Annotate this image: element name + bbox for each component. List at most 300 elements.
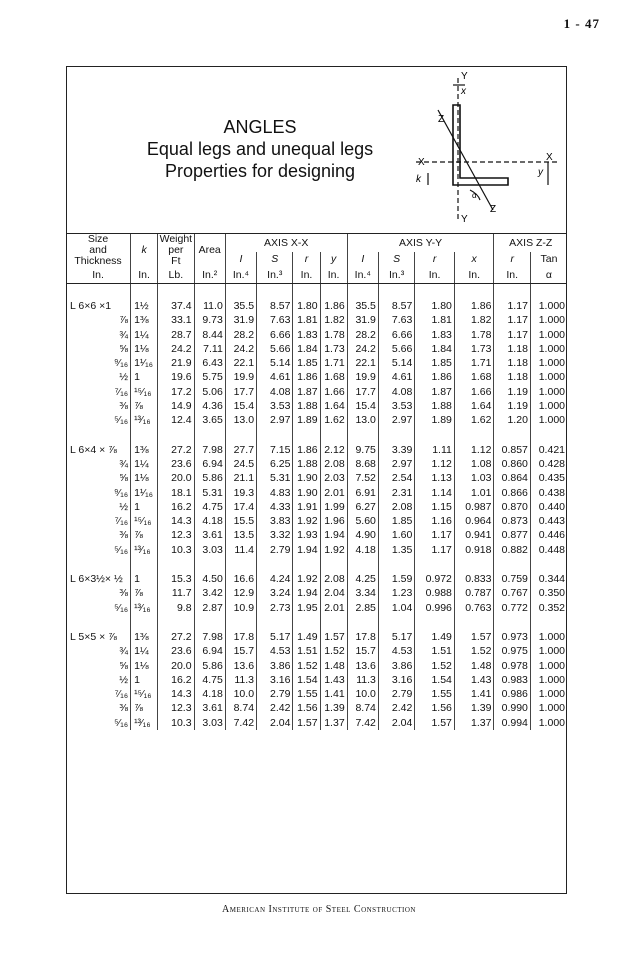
table-cell: 1.92 — [293, 572, 320, 586]
table-cell: 4.08 — [378, 385, 414, 399]
table-cell: 1.000 — [530, 659, 567, 673]
unit-alpha: α — [530, 267, 567, 284]
table-cell: 1.52 — [415, 659, 455, 673]
table-cell: 1.000 — [530, 356, 567, 370]
table-row — [66, 385, 567, 399]
table-cell: 14.3 — [158, 514, 194, 528]
table-cell: 0.975 — [494, 644, 530, 658]
table-cell: 5.31 — [257, 471, 293, 485]
table-cell: 0.873 — [494, 514, 530, 528]
table-cell: 1.96 — [320, 514, 347, 528]
table-row — [66, 299, 567, 313]
table-cell: 1 — [131, 572, 158, 586]
table-cell: 0.941 — [454, 528, 494, 542]
table-cell: 0.772 — [494, 601, 530, 615]
table-cell: 33.1 — [158, 313, 194, 327]
table-cell: ½ — [119, 371, 129, 384]
table-cell: 3.24 — [257, 586, 293, 600]
table-cell: 1.52 — [320, 644, 347, 658]
table-cell: ⅜ — [119, 587, 129, 600]
table-cell: ¹³⁄₁₆ — [131, 601, 158, 615]
table-cell: 0.344 — [530, 572, 567, 586]
table-cell: 0.870 — [494, 500, 530, 514]
table-cell: 1.94 — [320, 528, 347, 542]
table-cell: 5.66 — [378, 342, 414, 356]
table-cell: 1.18 — [494, 356, 530, 370]
table-cell: ⁷⁄₁₆ — [114, 385, 129, 398]
table-cell: 0.986 — [494, 687, 530, 701]
table-cell: 12.9 — [225, 586, 256, 600]
table-cell: 1.90 — [293, 486, 320, 500]
table-cell: 5.31 — [194, 486, 225, 500]
table-cell: L 6×3½× ½ — [70, 573, 123, 586]
table-cell: 5.14 — [257, 356, 293, 370]
table-cell: 1¹⁄₁₆ — [131, 356, 158, 370]
table-cell: ⅞ — [131, 701, 158, 715]
table-cell: ¾ — [119, 645, 129, 658]
table-cell: ½ — [119, 500, 129, 513]
table-cell: 11.0 — [194, 299, 225, 313]
table-cell: 2.73 — [257, 601, 293, 615]
header-I: I — [225, 252, 256, 267]
table-cell: 1.54 — [415, 673, 455, 687]
table-cell: 0.421 — [530, 443, 567, 457]
table-cell: 14.3 — [158, 687, 194, 701]
table-cell: 1.35 — [378, 543, 414, 557]
table-cell: 1.000 — [530, 399, 567, 413]
table-cell: 17.8 — [225, 630, 256, 644]
table-cell: 1⅛ — [131, 342, 158, 356]
table-cell: 4.53 — [257, 644, 293, 658]
table-cell: 1.000 — [530, 716, 567, 730]
table-cell: 4.18 — [194, 687, 225, 701]
table-cell: 1.92 — [293, 514, 320, 528]
table-cell: 1.000 — [530, 673, 567, 687]
table-cell: 23.6 — [158, 457, 194, 471]
table-cell: 1.37 — [320, 716, 347, 730]
table-row — [66, 328, 567, 342]
table-cell: 1.52 — [454, 644, 494, 658]
table-cell: 1.83 — [293, 328, 320, 342]
page-title — [140, 116, 380, 182]
unit-r-yy: In. — [415, 267, 455, 284]
table-cell: 2.42 — [257, 701, 293, 715]
table-cell: 1.94 — [293, 543, 320, 557]
header-I-yy: I — [347, 252, 378, 267]
table-cell: ⅞ — [131, 399, 158, 413]
table-cell: 0.987 — [454, 500, 494, 514]
table-cell: 17.7 — [225, 385, 256, 399]
group-spacer — [66, 428, 567, 443]
table-cell: 0.759 — [494, 572, 530, 586]
table-cell: 1.66 — [320, 385, 347, 399]
table-cell: 0.978 — [494, 659, 530, 673]
title-line-3: Properties for designing — [164, 161, 356, 181]
table-cell: 4.33 — [257, 500, 293, 514]
table-cell: 1.85 — [293, 356, 320, 370]
table-cell: 1.19 — [494, 399, 530, 413]
table-cell: 2.08 — [320, 572, 347, 586]
table-cell: 3.53 — [378, 399, 414, 413]
table-cell: 1.92 — [320, 543, 347, 557]
table-cell: ⅞ — [131, 586, 158, 600]
table-cell: 3.32 — [257, 528, 293, 542]
table-cell: 1.43 — [320, 673, 347, 687]
table-cell: 7.98 — [194, 630, 225, 644]
unit-area: In.² — [194, 267, 225, 284]
table-cell: 5.86 — [194, 659, 225, 673]
table-cell: 2.79 — [257, 687, 293, 701]
table-row — [66, 471, 567, 485]
header-x: x — [454, 252, 494, 267]
unit-S: In.³ — [257, 267, 293, 284]
table-cell: ¹⁵⁄₁₆ — [131, 687, 158, 701]
table-body — [66, 284, 567, 731]
table-cell: 1.43 — [454, 673, 494, 687]
table-cell: 1.94 — [293, 586, 320, 600]
table-row — [66, 586, 567, 600]
header-S: S — [257, 252, 293, 267]
table-cell: 1.57 — [320, 630, 347, 644]
table-cell: 8.68 — [347, 457, 378, 471]
table-cell: 6.94 — [194, 644, 225, 658]
table-cell: ⁷⁄₁₆ — [114, 688, 129, 701]
table-cell: 1.17 — [494, 328, 530, 342]
table-cell: 11.3 — [225, 673, 256, 687]
table-row — [66, 457, 567, 471]
table-cell: 7.15 — [257, 443, 293, 457]
fig-label-x-right: X — [546, 152, 553, 163]
table-cell: 0.990 — [494, 701, 530, 715]
table-cell: 1.000 — [530, 413, 567, 427]
table-cell: 1.84 — [293, 342, 320, 356]
table-cell: 16.6 — [225, 572, 256, 586]
table-cell: 1.08 — [454, 457, 494, 471]
table-cell: 17.4 — [225, 500, 256, 514]
table-cell: 1 — [131, 370, 158, 384]
table-cell: ⁹⁄₁₆ — [114, 357, 129, 370]
table-cell: 0.833 — [454, 572, 494, 586]
unit-r: In. — [293, 267, 320, 284]
table-cell: 1.73 — [454, 342, 494, 356]
title-line-2: Equal legs and unequal legs — [146, 139, 374, 159]
fig-label-y-top: Y — [461, 71, 468, 82]
table-cell: 6.91 — [347, 486, 378, 500]
table-cell: ⅝ — [119, 659, 129, 672]
header-r-yy: r — [415, 252, 455, 267]
table-cell: 4.90 — [347, 528, 378, 542]
table-cell: 1⅜ — [131, 313, 158, 327]
table-cell: ⁷⁄₁₆ — [114, 515, 129, 528]
table-cell: 16.2 — [158, 673, 194, 687]
table-cell: 3.86 — [257, 659, 293, 673]
table-cell: 15.4 — [225, 399, 256, 413]
table-cell: 21.1 — [225, 471, 256, 485]
table-cell: 19.3 — [225, 486, 256, 500]
table-cell: 1.86 — [454, 299, 494, 313]
table-cell: 4.25 — [347, 572, 378, 586]
table-cell: 6.43 — [194, 356, 225, 370]
table-cell: L 6×4 × ⅞ — [70, 443, 117, 456]
table-cell: ¾ — [119, 457, 129, 470]
table-cell: 1.37 — [454, 716, 494, 730]
table-row — [66, 399, 567, 413]
header-S-yy: S — [378, 252, 414, 267]
table-cell: ⁵⁄₁₆ — [114, 716, 129, 729]
table-cell: 2.04 — [320, 586, 347, 600]
table-cell: 24.5 — [225, 457, 256, 471]
table-cell: 0.438 — [530, 486, 567, 500]
table-cell: 1.12 — [454, 443, 494, 457]
table-cell: 12.4 — [158, 413, 194, 427]
table-cell: 3.65 — [194, 413, 225, 427]
header-r: r — [293, 252, 320, 267]
table-cell: 5.66 — [257, 342, 293, 356]
table-cell: 1.16 — [415, 514, 455, 528]
table-cell: 1.18 — [494, 370, 530, 384]
table-cell: 1.13 — [415, 471, 455, 485]
table-cell: 5.17 — [257, 630, 293, 644]
table-cell: 17.2 — [158, 385, 194, 399]
table-row — [66, 413, 567, 427]
table-cell: 1⅜ — [131, 630, 158, 644]
table-cell: 0.767 — [494, 586, 530, 600]
table-cell: 1.62 — [454, 413, 494, 427]
header-r-zz: r — [494, 252, 530, 267]
table-cell: 2.42 — [378, 701, 414, 715]
table-cell: 1.80 — [415, 299, 455, 313]
table-cell: 1.51 — [293, 644, 320, 658]
table-cell: 15.5 — [225, 514, 256, 528]
table-cell: 7.11 — [194, 342, 225, 356]
table-cell: ⁵⁄₁₆ — [114, 414, 129, 427]
table-cell: 1.56 — [293, 701, 320, 715]
table-cell: 1¹⁄₁₆ — [131, 486, 158, 500]
table-cell: 1⅜ — [131, 443, 158, 457]
page-number: 1 - 47 — [563, 16, 600, 31]
table-cell: 0.882 — [494, 543, 530, 557]
table-cell: 4.36 — [194, 399, 225, 413]
header-area: Area — [194, 234, 225, 268]
table-cell: 1.57 — [415, 716, 455, 730]
table-cell: 13.6 — [225, 659, 256, 673]
table-cell: 5.75 — [194, 370, 225, 384]
table-cell: 31.9 — [347, 313, 378, 327]
table-row — [66, 370, 567, 384]
table-cell: 24.2 — [347, 342, 378, 356]
table-cell: 0.428 — [530, 457, 567, 471]
header-axis-yy: AXIS Y-Y — [347, 234, 494, 253]
table-cell: 1.87 — [415, 385, 455, 399]
table-cell: ⁹⁄₁₆ — [114, 486, 129, 499]
fig-label-alpha: α — [472, 191, 477, 200]
table-cell: 1.56 — [415, 701, 455, 715]
table-cell: ¹⁵⁄₁₆ — [131, 514, 158, 528]
table-cell: 0.988 — [415, 586, 455, 600]
table-cell: 10.3 — [158, 716, 194, 730]
header-k: k — [131, 234, 158, 268]
table-cell: 6.27 — [347, 500, 378, 514]
table-cell: 1⅛ — [131, 471, 158, 485]
table-cell: 0.857 — [494, 443, 530, 457]
table-cell: 9.73 — [194, 313, 225, 327]
table-cell: 5.06 — [194, 385, 225, 399]
fig-label-z-bottom: Z — [490, 204, 497, 215]
table-cell: 1.15 — [415, 500, 455, 514]
table-cell: 1 — [131, 673, 158, 687]
table-cell: 1.000 — [530, 299, 567, 313]
table-row — [66, 687, 567, 701]
unit-S-yy: In.³ — [378, 267, 414, 284]
table-cell: 6.94 — [194, 457, 225, 471]
table-cell: 1.000 — [530, 630, 567, 644]
table-cell: 1.86 — [415, 370, 455, 384]
table-cell: 1.55 — [415, 687, 455, 701]
table-cell: ¹³⁄₁₆ — [131, 543, 158, 557]
table-cell: 24.2 — [158, 342, 194, 356]
table-cell: 10.0 — [347, 687, 378, 701]
table-cell: 13.0 — [225, 413, 256, 427]
table-cell: 10.3 — [158, 543, 194, 557]
table-cell: 4.08 — [257, 385, 293, 399]
table-cell: 1.81 — [293, 313, 320, 327]
table-cell: 2.01 — [320, 486, 347, 500]
table-cell: 5.60 — [347, 514, 378, 528]
table-cell: 2.87 — [194, 601, 225, 615]
table-cell: 3.03 — [194, 716, 225, 730]
fig-label-x-small: x — [461, 86, 466, 97]
table-row — [66, 528, 567, 542]
table-cell: 0.787 — [454, 586, 494, 600]
table-cell: 1½ — [131, 299, 158, 313]
table-row — [66, 701, 567, 715]
table-cell: 5.86 — [194, 471, 225, 485]
table-cell: 0.964 — [454, 514, 494, 528]
table-cell: 4.24 — [257, 572, 293, 586]
table-cell: 6.25 — [257, 457, 293, 471]
table-cell: 1.000 — [530, 313, 567, 327]
table-cell: 1.39 — [454, 701, 494, 715]
table-cell: 22.1 — [225, 356, 256, 370]
table-cell: 6.66 — [257, 328, 293, 342]
table-cell: 7.52 — [347, 471, 378, 485]
table-cell: 1.18 — [494, 342, 530, 356]
table-cell: 31.9 — [225, 313, 256, 327]
table-cell: 1.14 — [415, 486, 455, 500]
table-cell: 1.54 — [293, 673, 320, 687]
table-cell: 28.2 — [347, 328, 378, 342]
table-cell: 10.9 — [225, 601, 256, 615]
table-cell: 1.19 — [494, 385, 530, 399]
table-cell: 19.9 — [225, 370, 256, 384]
table-cell: 0.443 — [530, 514, 567, 528]
table-cell: ⁵⁄₁₆ — [114, 601, 129, 614]
table-cell: 2.08 — [378, 500, 414, 514]
table-row — [66, 443, 567, 457]
table-cell: 1.59 — [378, 572, 414, 586]
table-cell: 8.74 — [225, 701, 256, 715]
table-cell: 0.448 — [530, 543, 567, 557]
table-cell: 7.98 — [194, 443, 225, 457]
table-cell: 27.2 — [158, 443, 194, 457]
table-cell: 1.68 — [454, 370, 494, 384]
table-cell: 1.51 — [415, 644, 455, 658]
table-cell: ⅞ — [119, 314, 129, 327]
table-cell: 1.89 — [293, 413, 320, 427]
header-tan: Tan — [530, 252, 567, 267]
table-cell: 1.000 — [530, 701, 567, 715]
table-cell: 1.000 — [530, 328, 567, 342]
table-cell: 1.17 — [494, 313, 530, 327]
table-cell: 1 — [131, 500, 158, 514]
table-row — [66, 342, 567, 356]
table-cell: 1.000 — [530, 644, 567, 658]
table-row — [66, 644, 567, 658]
table-cell: 0.446 — [530, 528, 567, 542]
table-cell: 1.83 — [415, 328, 455, 342]
table-cell: 3.61 — [194, 528, 225, 542]
table-cell: 6.66 — [378, 328, 414, 342]
unit-x: In. — [454, 267, 494, 284]
table-cell: 1.80 — [293, 299, 320, 313]
table-cell: 1.04 — [378, 601, 414, 615]
table-cell: 4.75 — [194, 500, 225, 514]
unit-size: In. — [66, 267, 131, 284]
table-row — [66, 356, 567, 370]
table-cell: 8.74 — [347, 701, 378, 715]
table-cell: 24.2 — [225, 342, 256, 356]
table-cell: 7.63 — [257, 313, 293, 327]
table-cell: 0.877 — [494, 528, 530, 542]
table-row — [66, 500, 567, 514]
table-cell: 1.17 — [415, 528, 455, 542]
table-cell: 1.89 — [415, 413, 455, 427]
table-cell: 1.87 — [293, 385, 320, 399]
angle-section-diagram — [408, 70, 564, 228]
table-cell: 1.01 — [454, 486, 494, 500]
table-cell: ½ — [119, 673, 129, 686]
properties-table — [66, 233, 567, 730]
unit-weight: Lb. — [158, 267, 194, 284]
table-cell: 7.42 — [225, 716, 256, 730]
table-cell: 0.996 — [415, 601, 455, 615]
table-row — [66, 601, 567, 615]
table-cell: 1.90 — [293, 471, 320, 485]
table-cell: 1.52 — [293, 659, 320, 673]
table-cell: ⅝ — [119, 472, 129, 485]
table-cell: 3.42 — [194, 586, 225, 600]
table-cell: 0.918 — [454, 543, 494, 557]
table-cell: 1.55 — [293, 687, 320, 701]
table-cell: 1.84 — [415, 342, 455, 356]
table-cell: 1.68 — [320, 370, 347, 384]
table-cell: 1.86 — [293, 370, 320, 384]
table-cell: 9.8 — [158, 601, 194, 615]
table-cell: 1.23 — [378, 586, 414, 600]
table-cell: 0.763 — [454, 601, 494, 615]
header-axis-xx: AXIS X-X — [225, 234, 347, 253]
table-cell: 1.86 — [320, 299, 347, 313]
table-cell: 1.57 — [293, 716, 320, 730]
table-cell: 2.85 — [347, 601, 378, 615]
fig-label-y-right: y — [538, 167, 543, 178]
table-cell: 1.41 — [454, 687, 494, 701]
table-row — [66, 313, 567, 327]
table-cell: 12.3 — [158, 701, 194, 715]
table-row — [66, 486, 567, 500]
table-cell: 3.83 — [257, 514, 293, 528]
table-cell: ¹⁵⁄₁₆ — [131, 385, 158, 399]
